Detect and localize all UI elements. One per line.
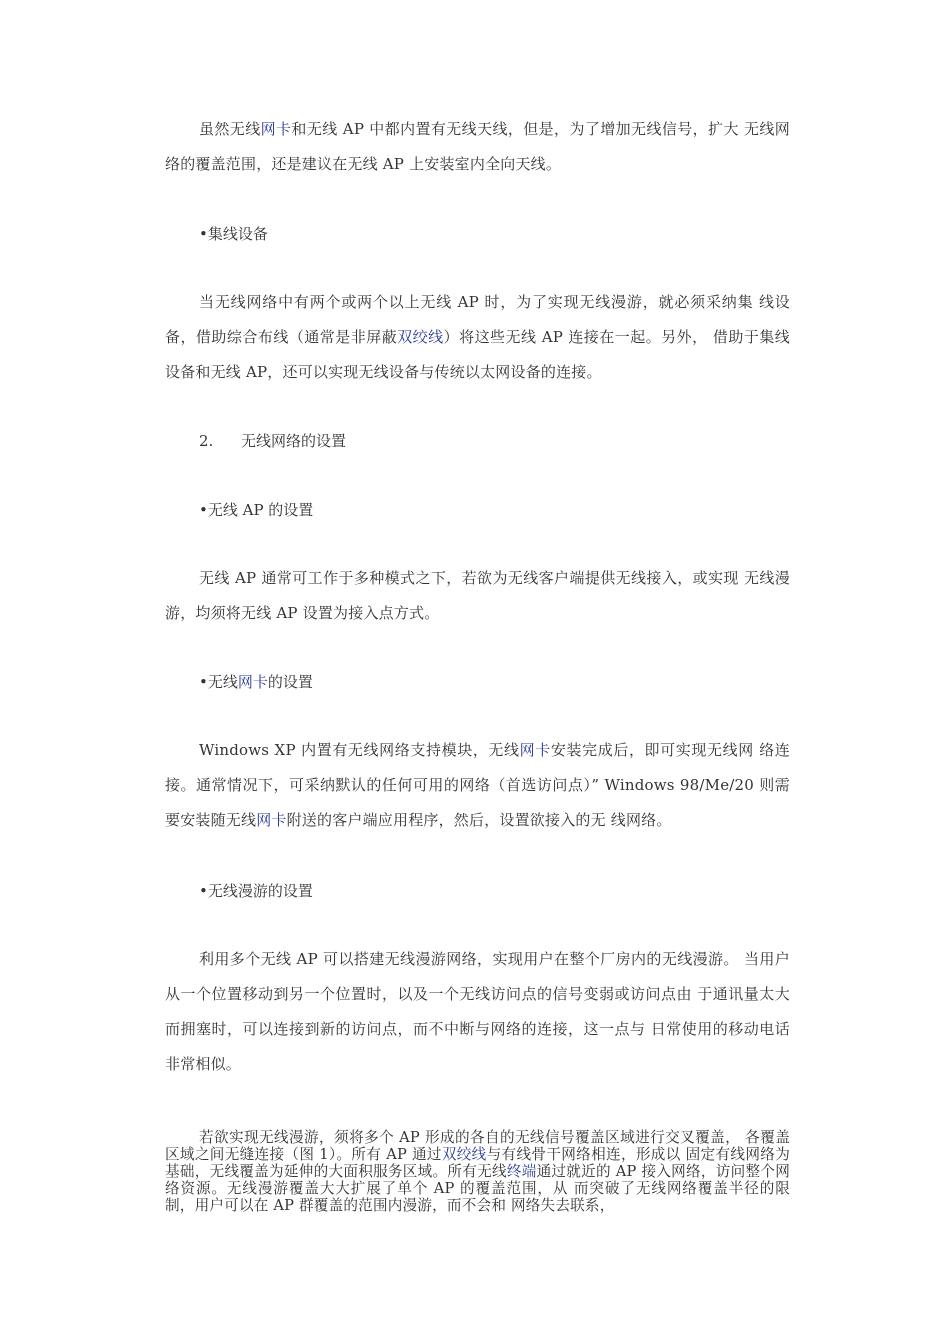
text-span: 虽然无线 — [199, 120, 261, 138]
bullet-hub-devices: •集线设备 — [199, 225, 268, 243]
text-span: 的设置 — [267, 673, 313, 691]
link-terminal[interactable]: 终端 — [506, 1163, 537, 1180]
text-span: •无线 — [199, 673, 238, 691]
text-span: ）将这些无线 AP 连接在一起。另外， 借助于集线设备和无线 AP，还可以实现无线设备与传统以太网设备的连接。 — [165, 328, 790, 381]
text-span: 附送的客户端应用程序，然后，设置欲接入的无 线网络。 — [286, 811, 672, 829]
link-twisted-pair[interactable]: 双绞线 — [397, 328, 444, 346]
text-span: 与有线骨干网络相连，形成以 固定有线网络为基础，无线覆盖为延伸的大面积服务区域。所有无线 — [165, 1146, 790, 1180]
text-span: 安装完成后，即可实现无线网 络连接。通常情况下，可采纳默认的任何可用的网络（首选访问点）” Windows 98/Me/20 则需要安装随无线 — [165, 741, 791, 829]
text-span: 和无线 AP 中都内置有无线天线，但是，为了增加无线信号，扩大 无线网络的覆盖范围，还是建议在无线 AP 上安装室内全向天线。 — [165, 120, 791, 173]
bullet-ap-settings: •无线 AP 的设置 — [199, 501, 314, 519]
paragraph-roaming: 利用多个无线 AP 可以搭建无线漫游网络，实现用户在整个厂房内的无线漫游。 当用户从一个位置移动到另一个位置时，以及一个无线访问点的信号变弱或访问点由 于通讯量太大而拥塞时，可以连接到新的访问点，而不中断与网络的连接，这一点与 日常使用的移动电话非常相似。 — [165, 950, 790, 1073]
link-network-card[interactable]: 网卡 — [237, 673, 268, 691]
paragraph-windows — [165, 733, 790, 838]
section-number: 2. — [199, 432, 214, 450]
section-title: 无线网络的设置 — [241, 432, 347, 450]
text-span: 通过就近的 AP 接入网络，访问整个网络资源。无线漫游覆盖大大扩展了单个 AP 的覆盖范围，从 而突破了无线网络覆盖半径的限制，用户可以在 AP 群覆盖的范围内漫游，而不会和 网络失去联系， — [165, 1163, 790, 1214]
text-span: 若欲实现无线漫游，须将多个 AP 形成的各自的无线信号覆盖区域进行交叉覆盖， 各覆盖区域之间无缝连接（图 1）。所有 AP 通过 — [165, 1129, 790, 1163]
link-twisted-pair[interactable]: 双绞线 — [441, 1146, 487, 1163]
text-span: 当无线网络中有两个或两个以上无线 AP 时，为了实现无线漫游，就必须采纳集 线设备，借助综合布线（通常是非屏蔽 — [165, 293, 790, 346]
bullet-roaming-settings: •无线漫游的设置 — [199, 882, 313, 900]
paragraph-hub — [165, 285, 790, 390]
link-network-card[interactable]: 网卡 — [519, 741, 551, 759]
link-network-card[interactable]: 网卡 — [256, 811, 287, 829]
paragraph-antenna — [165, 112, 790, 182]
paragraph-roaming-coverage — [165, 1129, 790, 1214]
paragraph-ap-mode: 无线 AP 通常可工作于多种模式之下，若欲为无线客户端提供无线接入，或实现 无线漫游，均须将无线 AP 设置为接入点方式。 — [165, 569, 790, 622]
text-span: Windows XP 内置有无线网络支持模块，无线 — [199, 741, 520, 759]
section-heading — [199, 430, 346, 452]
bullet-card-settings — [199, 671, 313, 693]
link-network-card[interactable]: 网卡 — [260, 120, 292, 138]
